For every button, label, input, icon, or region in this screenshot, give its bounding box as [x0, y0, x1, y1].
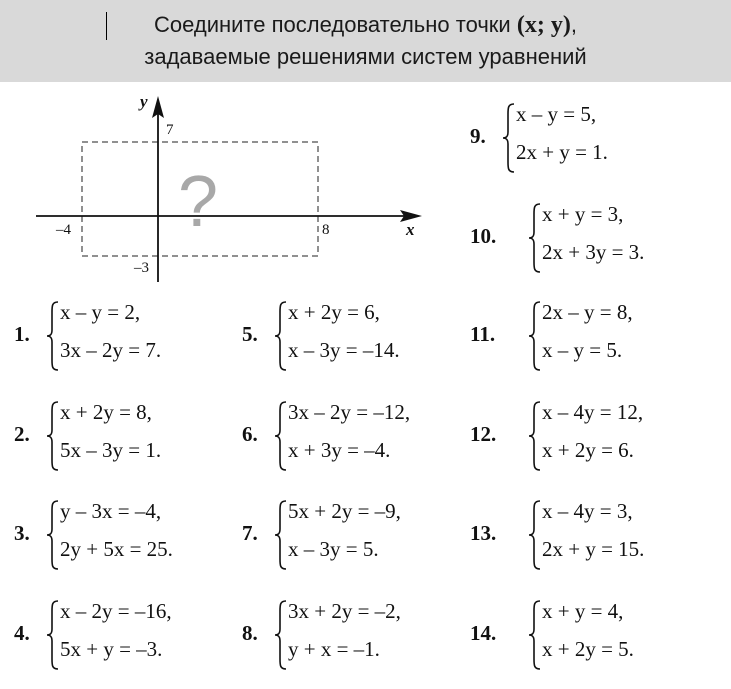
system-number: 14. — [470, 621, 497, 645]
equation-first: 5x + 2y = –9, — [288, 499, 401, 523]
system-13 — [470, 497, 700, 573]
curly-brace-icon — [528, 400, 542, 472]
x-axis-label: x — [406, 220, 415, 239]
equation-second: 5x + y = –3. — [60, 637, 163, 661]
equation-first: x + y = 3, — [542, 202, 624, 226]
equation-first: 3x + 2y = –2, — [288, 599, 401, 623]
system-6 — [242, 398, 472, 474]
system-12 — [470, 398, 700, 474]
title-line-2: задаваемые решениями систем уравнений — [144, 44, 587, 69]
curly-brace-icon — [46, 300, 60, 372]
system-number: 4. — [14, 621, 30, 645]
system-3 — [14, 497, 244, 573]
equation-first: x + 2y = 8, — [60, 400, 152, 424]
system-number: 5. — [242, 322, 258, 346]
system-2 — [14, 398, 244, 474]
system-8 — [242, 597, 472, 673]
equation-second: x + 3y = –4. — [288, 438, 391, 462]
system-number: 13. — [470, 521, 497, 545]
system-1 — [14, 298, 244, 374]
curly-brace-icon — [274, 599, 288, 671]
equation-second: y + x = –1. — [288, 637, 380, 661]
equation-first: x – y = 2, — [60, 300, 141, 324]
system-number: 10. — [470, 224, 497, 248]
system-7 — [242, 497, 472, 573]
system-number: 11. — [470, 322, 496, 346]
system-4 — [14, 597, 244, 673]
equation-second: 2x + y = 1. — [516, 140, 608, 164]
curly-brace-icon — [274, 400, 288, 472]
curly-brace-icon — [274, 300, 288, 372]
tick-label-right: 8 — [322, 222, 330, 238]
equation-second: 2y + 5x = 25. — [60, 537, 173, 561]
curly-brace-icon — [274, 499, 288, 571]
system-number: 2. — [14, 422, 30, 446]
equation-second: x – y = 5. — [542, 338, 623, 362]
equation-first: 3x – 2y = –12, — [288, 400, 411, 424]
system-number: 9. — [470, 124, 486, 148]
tick-label-top: 7 — [166, 122, 174, 138]
system-9 — [470, 100, 700, 176]
title-point-notation: (x; y) — [516, 12, 571, 38]
system-11 — [470, 298, 700, 374]
coordinate-plane — [30, 92, 430, 292]
system-14 — [470, 597, 700, 673]
system-10 — [470, 200, 700, 276]
equation-second: x + 2y = 6. — [542, 438, 634, 462]
equation-first: x – 2y = –16, — [60, 599, 172, 623]
equation-first: x – 4y = 12, — [542, 400, 644, 424]
title-text: Соедините последовательно точки — [154, 12, 511, 37]
equation-first: x – y = 5, — [516, 102, 597, 126]
equation-first: y – 3x = –4, — [60, 499, 162, 523]
equation-first: x + y = 4, — [542, 599, 624, 623]
system-number: 3. — [14, 521, 30, 545]
curly-brace-icon — [528, 599, 542, 671]
equation-first: x + 2y = 6, — [288, 300, 380, 324]
curly-brace-icon — [46, 400, 60, 472]
title-comma: , — [570, 12, 577, 37]
title-banner — [0, 0, 731, 82]
equation-second: x – 3y = –14. — [288, 338, 400, 362]
question-mark-placeholder: ? — [178, 162, 219, 242]
system-number: 12. — [470, 422, 497, 446]
system-number: 7. — [242, 521, 258, 545]
equation-first: 2x – y = 8, — [542, 300, 633, 324]
title-line-1 — [0, 12, 731, 39]
equation-second: x + 2y = 5. — [542, 637, 634, 661]
curly-brace-icon — [46, 499, 60, 571]
system-number: 1. — [14, 322, 30, 346]
equation-second: 2x + y = 15. — [542, 537, 645, 561]
system-number: 8. — [242, 621, 258, 645]
equation-second: x – 3y = 5. — [288, 537, 379, 561]
system-number: 6. — [242, 422, 258, 446]
curly-brace-icon — [528, 202, 542, 274]
equation-second: 2x + 3y = 3. — [542, 240, 645, 264]
curly-brace-icon — [528, 300, 542, 372]
tick-label-left: –4 — [56, 222, 71, 238]
curly-brace-icon — [528, 499, 542, 571]
system-5 — [242, 298, 472, 374]
equation-first: x – 4y = 3, — [542, 499, 633, 523]
curly-brace-icon — [46, 599, 60, 671]
equation-second: 3x – 2y = 7. — [60, 338, 162, 362]
tick-label-bottom: –3 — [134, 260, 149, 276]
coordinate-plane-svg — [30, 92, 430, 292]
y-axis-label: y — [140, 92, 148, 111]
equation-second: 5x – 3y = 1. — [60, 438, 162, 462]
curly-brace-icon — [502, 102, 516, 174]
